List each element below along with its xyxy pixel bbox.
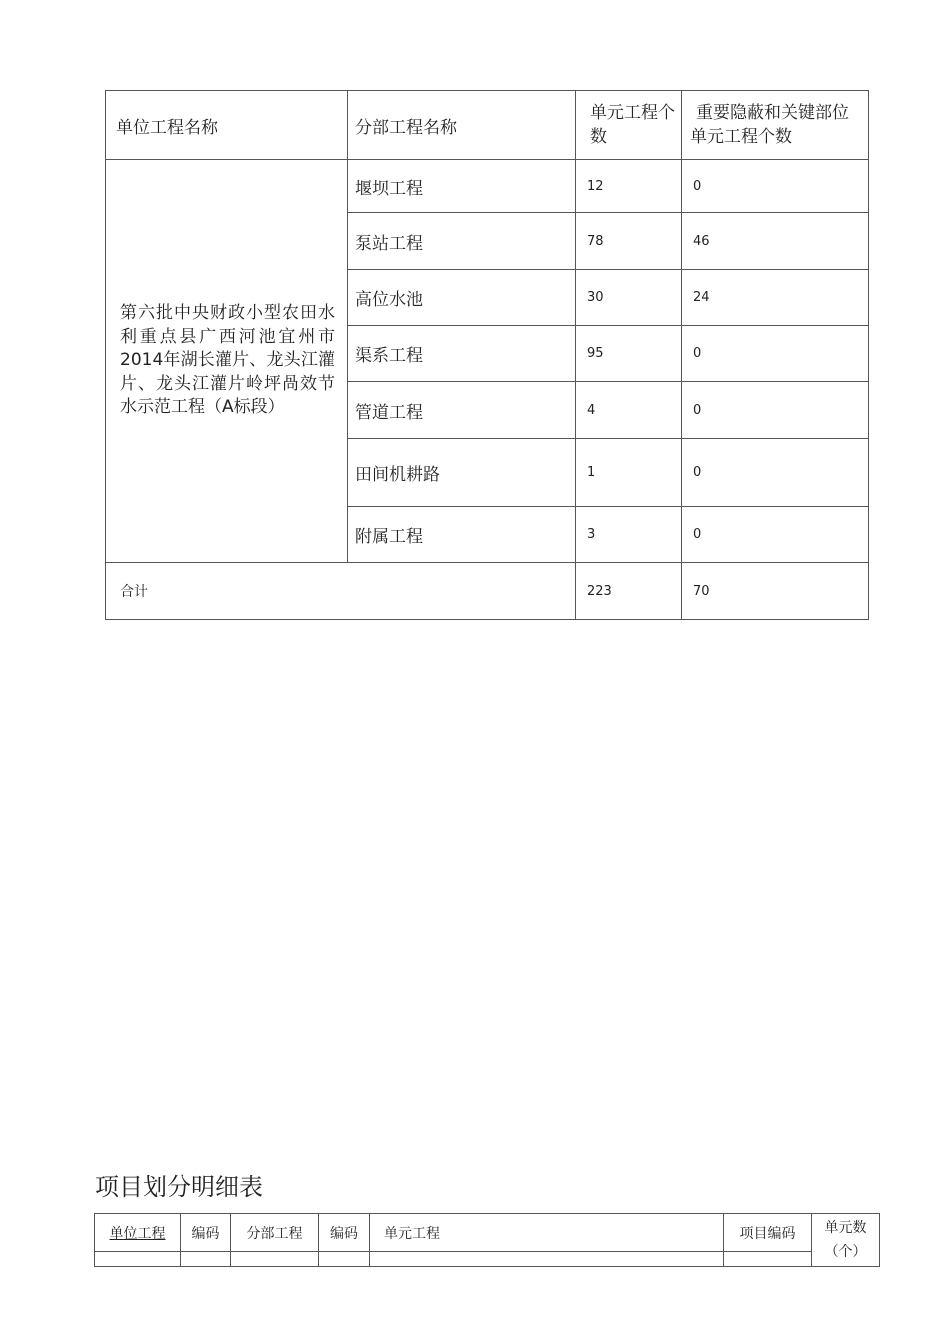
- header-element-project: 单元工程: [370, 1214, 724, 1252]
- summary-header-row: [106, 91, 869, 160]
- key-count-cell: 46: [682, 213, 869, 270]
- key-count-cell: 24: [682, 270, 869, 326]
- element-count-cell: 4: [576, 382, 682, 439]
- detail-empty-row: [95, 1252, 880, 1267]
- detail-table-title: 项目划分明细表: [95, 1173, 263, 1201]
- unit-project-name-cell: 第六批中央财政小型农田水利重点县广西河池宜州市2014年湖长灌片、龙头江灌片、龙头江灌片岭坪咼效节水示范工程（A标段）: [106, 160, 348, 563]
- total-element-count: 223: [576, 563, 682, 620]
- header-key-element-count: 重要隐蔽和关键部位单元工程个数: [682, 91, 869, 160]
- key-count-cell: 0: [682, 382, 869, 439]
- division-name-cell: 泵站工程: [348, 213, 576, 270]
- empty-cell: [181, 1252, 231, 1267]
- total-label: 合计: [106, 563, 576, 620]
- division-name-cell: 渠系工程: [348, 326, 576, 382]
- division-name-cell: 附属工程: [348, 507, 576, 563]
- key-count-cell: 0: [682, 439, 869, 507]
- empty-cell: [319, 1252, 370, 1267]
- header-element-count: 单元数 （个）: [812, 1214, 880, 1267]
- header-code-2: 编码: [319, 1214, 370, 1252]
- header-unit-project-name: 单位工程名称: [106, 91, 348, 160]
- summary-table: [105, 90, 869, 620]
- division-name-cell: 高位水池: [348, 270, 576, 326]
- empty-cell: [231, 1252, 319, 1267]
- key-count-cell: 0: [682, 160, 869, 213]
- element-count-cell: 78: [576, 213, 682, 270]
- empty-cell: [95, 1252, 181, 1267]
- table-row: [106, 160, 869, 213]
- empty-cell: [724, 1252, 812, 1267]
- header-code-1: 编码: [181, 1214, 231, 1252]
- header-element-count: 单元工程个数: [576, 91, 682, 160]
- header-division-project: 分部工程: [231, 1214, 319, 1252]
- total-key-count: 70: [682, 563, 869, 620]
- division-name-cell: 堰坝工程: [348, 160, 576, 213]
- division-name-cell: 田间机耕路: [348, 439, 576, 507]
- division-name-cell: 管道工程: [348, 382, 576, 439]
- empty-cell: [370, 1252, 724, 1267]
- detail-table: [94, 1213, 880, 1267]
- header-item-code: 项目编码: [724, 1214, 812, 1252]
- header-unit-project: 单位工程: [95, 1214, 181, 1252]
- total-row: [106, 563, 869, 620]
- element-count-cell: 30: [576, 270, 682, 326]
- key-count-cell: 0: [682, 326, 869, 382]
- element-count-cell: 95: [576, 326, 682, 382]
- header-division-project-name: 分部工程名称: [348, 91, 576, 160]
- key-count-cell: 0: [682, 507, 869, 563]
- element-count-cell: 1: [576, 439, 682, 507]
- element-count-cell: 12: [576, 160, 682, 213]
- detail-header-row: [95, 1214, 880, 1252]
- element-count-cell: 3: [576, 507, 682, 563]
